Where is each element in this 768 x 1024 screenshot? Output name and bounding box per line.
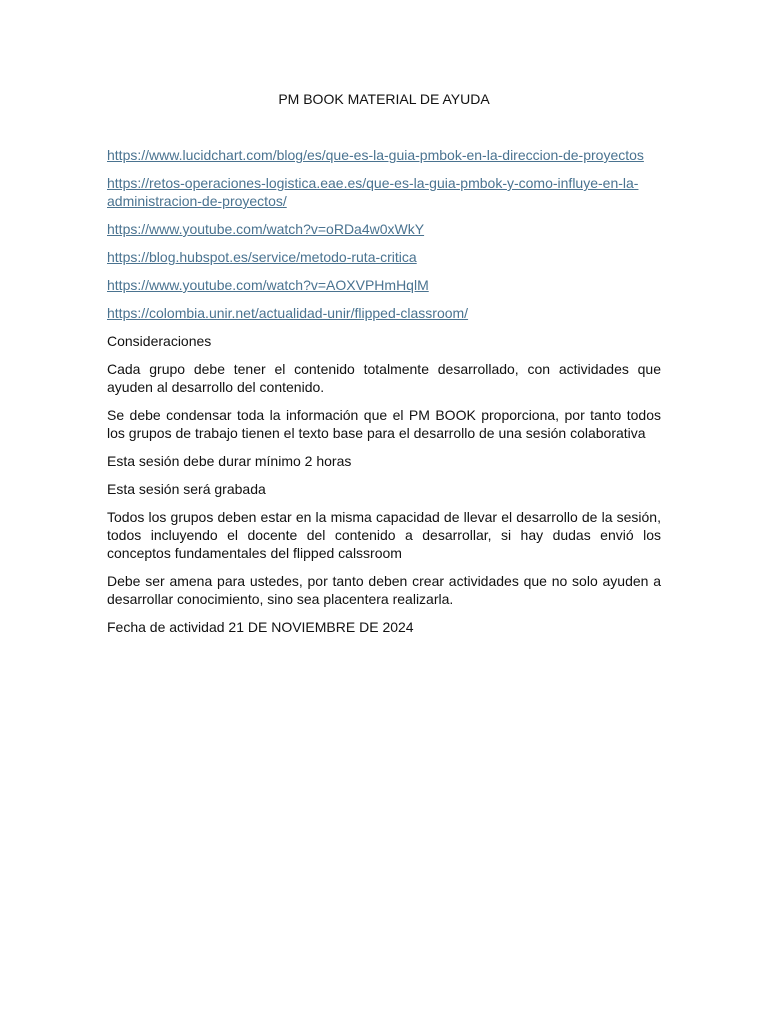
paragraph-fecha: Fecha de actividad 21 DE NOVIEMBRE DE 2024 xyxy=(107,619,414,635)
paragraph-capacidad: Todos los grupos deben estar en la misma capacidad de llevar el desarrollo de la sesión, todos incluyendo el docente del contenido a desarrollar, si hay dudas envió los conceptos fundamentales del flipped calssroom xyxy=(107,509,661,561)
link-item xyxy=(107,174,661,210)
paragraph-grabada: Esta sesión será grabada xyxy=(107,481,266,497)
document-page xyxy=(107,90,661,646)
link-lucidchart-pmbok[interactable]: https://www.lucidchart.com/blog/es/que-es-la-guia-pmbok-en-la-direccion-de-proyectos xyxy=(107,147,644,163)
link-unir-flipped-classroom[interactable]: https://colombia.unir.net/actualidad-unir/flipped-classroom/ xyxy=(107,305,469,321)
link-hubspot-ruta-critica[interactable]: https://blog.hubspot.es/service/metodo-ruta-critica xyxy=(107,249,417,265)
paragraph-amena: Debe ser amena para ustedes, por tanto deben crear actividades que no solo ayuden a desarrollar conocimiento, sino sea placentera realizarla. xyxy=(107,573,661,607)
document-title: PM BOOK MATERIAL DE AYUDA xyxy=(278,91,490,107)
link-item xyxy=(107,276,661,294)
link-list xyxy=(107,146,661,322)
link-item xyxy=(107,146,661,164)
link-youtube-video-1[interactable]: https://www.youtube.com/watch?v=oRDa4w0xWkY xyxy=(107,221,425,237)
link-item xyxy=(107,220,661,238)
link-item xyxy=(107,304,661,322)
section-heading-consideraciones: Consideraciones xyxy=(107,333,212,349)
paragraph-contenido: Cada grupo debe tener el contenido totalmente desarrollado, con actividades que ayuden al desarrollo del contenido. xyxy=(107,361,661,395)
paragraph-duracion: Esta sesión debe durar mínimo 2 horas xyxy=(107,453,352,469)
paragraph-condensar: Se debe condensar toda la información que el PM BOOK proporciona, por tanto todos los grupos de trabajo tienen el texto base para el desarrollo de una sesión colaborativa xyxy=(107,407,661,441)
link-youtube-video-2[interactable]: https://www.youtube.com/watch?v=AOXVPHmHqlM xyxy=(107,277,429,293)
link-eae-pmbok[interactable]: https://retos-operaciones-logistica.eae.es/que-es-la-guia-pmbok-y-como-influye-en-la-administracion-de-proyectos/ xyxy=(107,175,639,209)
link-item xyxy=(107,248,661,266)
